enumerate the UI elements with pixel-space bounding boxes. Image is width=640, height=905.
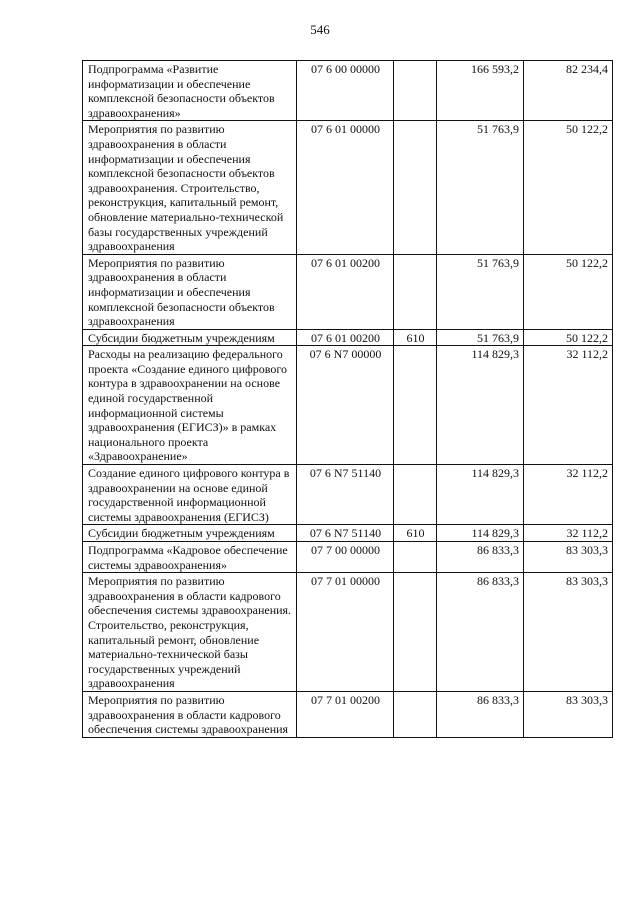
table-row	[83, 691, 613, 737]
amount-year2-cell: 50 122,2	[524, 121, 613, 254]
row-name-cell: Мероприятия по развитию здравоохранения в области информатизации и обеспечения комплексной безопасности объектов здравоохранения	[83, 254, 297, 329]
amount-year2-cell: 83 303,3	[524, 691, 613, 737]
expense-type-cell	[394, 465, 437, 525]
expense-type-cell: 610	[394, 329, 437, 346]
target-code-cell: 07 7 01 00200	[297, 691, 394, 737]
expense-type-cell	[394, 61, 437, 121]
amount-year1-cell: 86 833,3	[437, 542, 524, 573]
table-row	[83, 61, 613, 121]
target-code-cell: 07 6 N7 51140	[297, 525, 394, 542]
amount-year1-cell: 114 829,3	[437, 346, 524, 465]
table-row	[83, 121, 613, 254]
table-row	[83, 542, 613, 573]
target-code-cell: 07 6 N7 00000	[297, 346, 394, 465]
expense-type-cell	[394, 346, 437, 465]
table-row	[83, 254, 613, 329]
row-name-cell: Расходы на реализацию федерального проекта «Создание единого цифрового контура в здравоохранении на основе единой государственной информационной системы здравоохранения (ЕГИСЗ)» в рамках национального проекта «Здравоохранение»	[83, 346, 297, 465]
budget-table	[82, 60, 613, 738]
amount-year2-cell: 32 112,2	[524, 346, 613, 465]
amount-year1-cell: 166 593,2	[437, 61, 524, 121]
amount-year1-cell: 114 829,3	[437, 525, 524, 542]
target-code-cell: 07 7 00 00000	[297, 542, 394, 573]
table-row	[83, 525, 613, 542]
table-row	[83, 465, 613, 525]
row-name-cell: Подпрограмма «Развитие информатизации и обеспечение комплексной безопасности объектов здравоохранения»	[83, 61, 297, 121]
amount-year2-cell: 32 112,2	[524, 525, 613, 542]
expense-type-cell	[394, 542, 437, 573]
table-body	[83, 61, 613, 738]
target-code-cell: 07 7 01 00000	[297, 573, 394, 692]
amount-year1-cell: 86 833,3	[437, 691, 524, 737]
expense-type-cell: 610	[394, 525, 437, 542]
expense-type-cell	[394, 691, 437, 737]
table-row	[83, 346, 613, 465]
page-number: 546	[310, 22, 330, 37]
expense-type-cell	[394, 573, 437, 692]
target-code-cell: 07 6 00 00000	[297, 61, 394, 121]
amount-year2-cell: 83 303,3	[524, 573, 613, 692]
table-row	[83, 329, 613, 346]
amount-year1-cell: 86 833,3	[437, 573, 524, 692]
row-name-cell: Субсидии бюджетным учреждениям	[83, 525, 297, 542]
target-code-cell: 07 6 01 00200	[297, 254, 394, 329]
amount-year2-cell: 83 303,3	[524, 542, 613, 573]
target-code-cell: 07 6 01 00000	[297, 121, 394, 254]
target-code-cell: 07 6 N7 51140	[297, 465, 394, 525]
row-name-cell: Мероприятия по развитию здравоохранения в области кадрового обеспечения системы здравоохранения	[83, 691, 297, 737]
row-name-cell: Субсидии бюджетным учреждениям	[83, 329, 297, 346]
amount-year2-cell: 50 122,2	[524, 254, 613, 329]
target-code-cell: 07 6 01 00200	[297, 329, 394, 346]
table-row	[83, 573, 613, 692]
amount-year2-cell: 50 122,2	[524, 329, 613, 346]
row-name-cell: Мероприятия по развитию здравоохранения в области информатизации и обеспечения комплексной безопасности объектов здравоохранения. Строительство, реконструкция, капитальный ремонт, обновление материально-технической базы государственных учреждений здравоохранения	[83, 121, 297, 254]
expense-type-cell	[394, 121, 437, 254]
row-name-cell: Мероприятия по развитию здравоохранения в области кадрового обеспечения системы здравоохранения. Строительство, реконструкция, капитальный ремонт, обновление материально-технической базы государственных учреждений здравоохранения	[83, 573, 297, 692]
amount-year2-cell: 32 112,2	[524, 465, 613, 525]
row-name-cell: Подпрограмма «Кадровое обеспечение системы здравоохранения»	[83, 542, 297, 573]
amount-year2-cell: 82 234,4	[524, 61, 613, 121]
row-name-cell: Создание единого цифрового контура в здравоохранении на основе единой государственной информационной системы здравоохранения (ЕГИСЗ)	[83, 465, 297, 525]
amount-year1-cell: 51 763,9	[437, 121, 524, 254]
expense-type-cell	[394, 254, 437, 329]
amount-year1-cell: 114 829,3	[437, 465, 524, 525]
amount-year1-cell: 51 763,9	[437, 329, 524, 346]
amount-year1-cell: 51 763,9	[437, 254, 524, 329]
